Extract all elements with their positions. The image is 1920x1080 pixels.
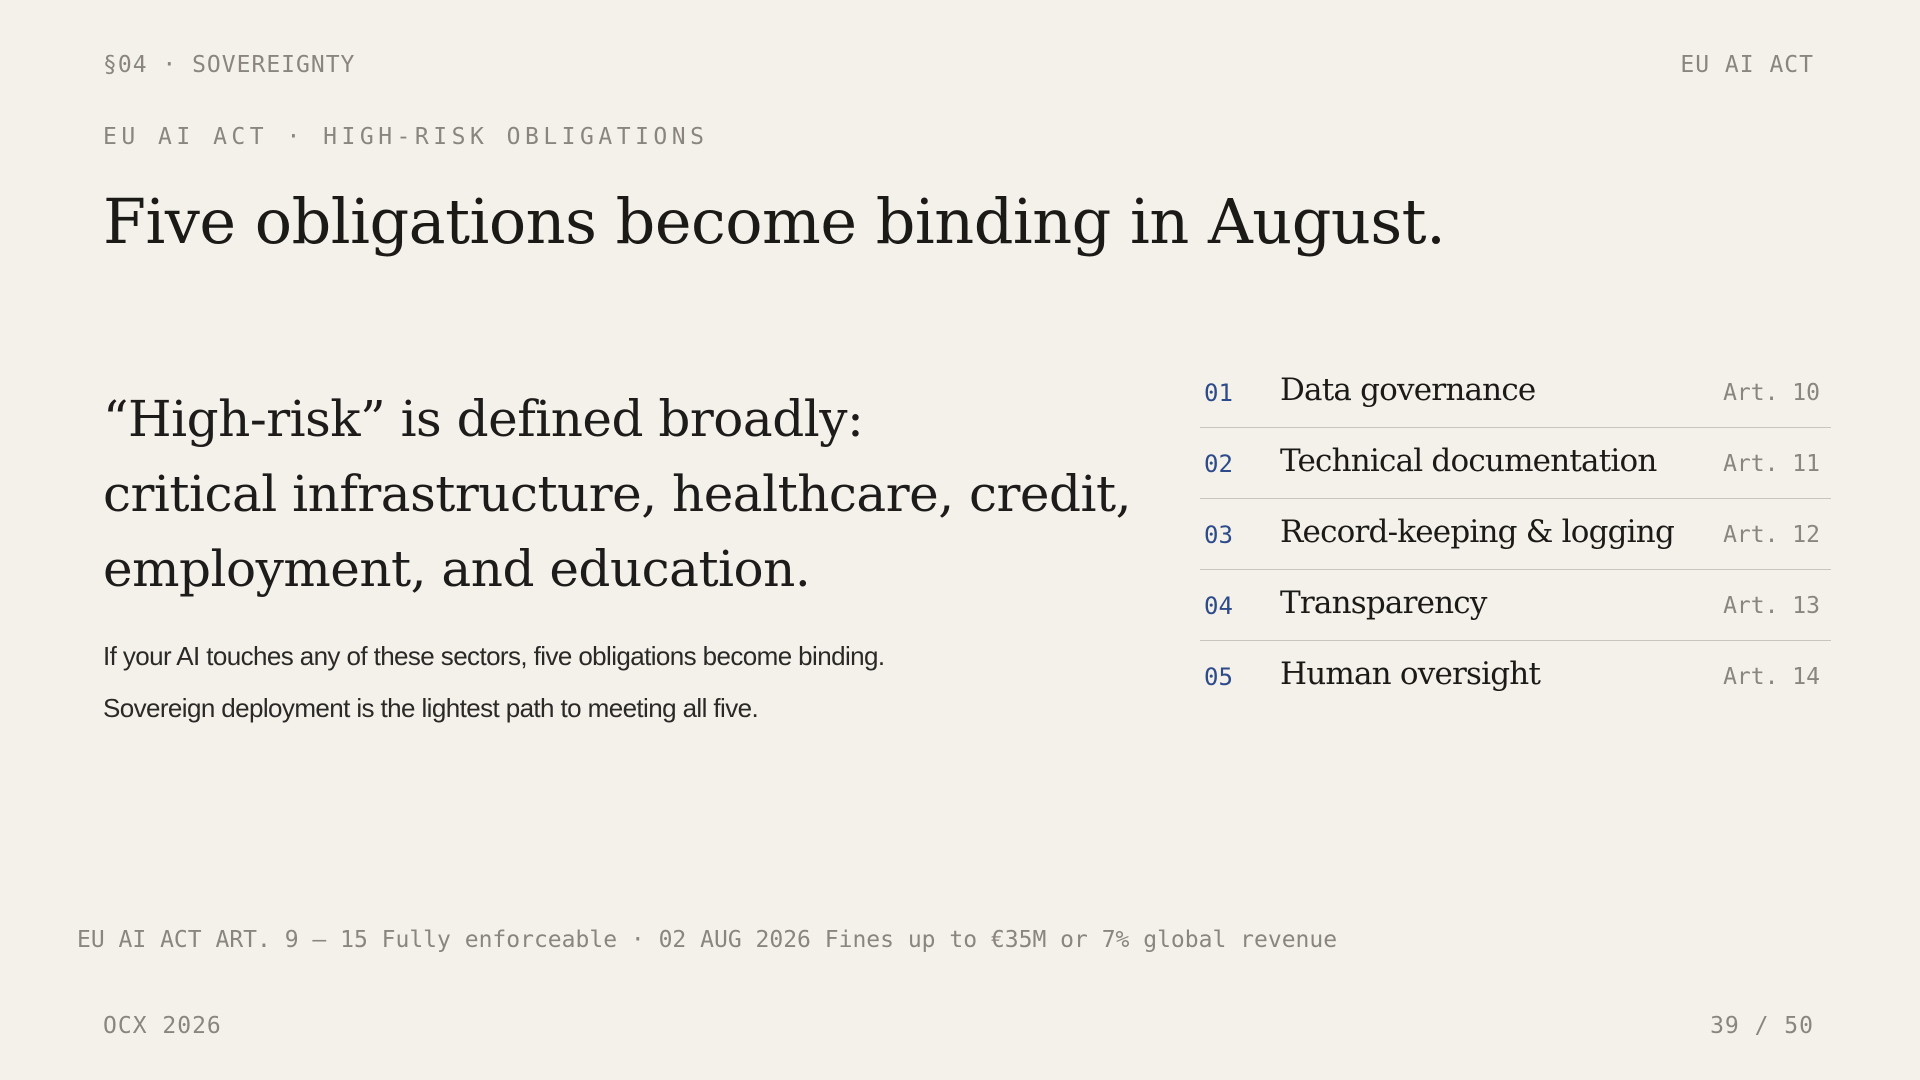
obligation-article: Art. 11 (1723, 451, 1820, 477)
obligation-row (1200, 357, 1831, 428)
obligation-title: Transparency (1280, 585, 1487, 621)
obligation-title: Data governance (1280, 372, 1536, 408)
obligation-title: Human oversight (1280, 656, 1541, 692)
section-label: §04 · SOVEREIGNTY (103, 52, 356, 78)
obligation-article: Art. 13 (1723, 593, 1820, 619)
deck-topic-label: EU AI ACT (1680, 52, 1814, 78)
obligation-row (1200, 641, 1831, 711)
lede-statement (103, 382, 1131, 607)
lede-line: employment, and education. (103, 540, 811, 598)
obligation-row (1200, 499, 1831, 570)
page-number: 39 / 50 (1710, 1013, 1814, 1039)
obligation-number: 05 (1204, 663, 1233, 691)
body-copy (103, 630, 1103, 734)
obligation-row (1200, 570, 1831, 641)
lede-line: “High-risk” is defined broadly: (103, 390, 864, 448)
footer-brand: OCX 2026 (103, 1013, 222, 1039)
obligation-title: Record-keeping & logging (1280, 514, 1674, 550)
eyebrow: EU AI ACT · HIGH-RISK OBLIGATIONS (103, 124, 709, 150)
obligation-article: Art. 10 (1723, 380, 1820, 406)
page-title: Five obligations become binding in August. (103, 185, 1446, 258)
obligation-article: Art. 12 (1723, 522, 1820, 548)
obligation-number: 03 (1204, 521, 1233, 549)
obligation-article: Art. 14 (1723, 664, 1820, 690)
obligation-number: 04 (1204, 592, 1233, 620)
obligation-title: Technical documentation (1280, 443, 1657, 479)
obligations-list (1200, 357, 1831, 711)
obligation-row (1200, 428, 1831, 499)
obligation-number: 01 (1204, 379, 1233, 407)
body-line: If your AI touches any of these sectors, five obligations become binding. (103, 641, 885, 671)
footer-facts: EU AI ACT ART. 9 — 15 Fully enforceable · 02 AUG 2026 Fines up to €35M or 7% global revenue (77, 927, 1338, 953)
lede-line: critical infrastructure, healthcare, credit, (103, 465, 1131, 523)
body-line: Sovereign deployment is the lightest path to meeting all five. (103, 693, 759, 723)
obligation-number: 02 (1204, 450, 1233, 478)
